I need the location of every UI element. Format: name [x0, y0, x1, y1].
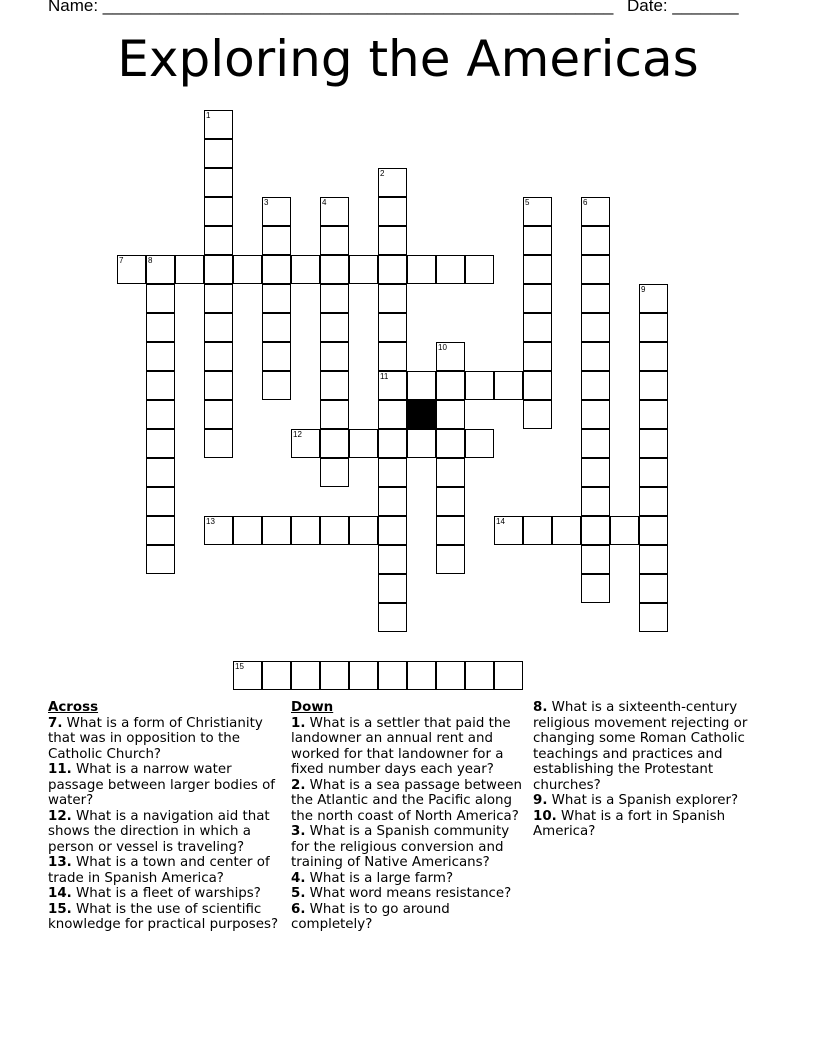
crossword-cell[interactable]: [494, 371, 523, 400]
clue-number: 2.: [291, 777, 306, 793]
crossword-cell[interactable]: [320, 429, 349, 458]
crossword-cell[interactable]: [581, 516, 610, 545]
cell-number: 15: [235, 662, 244, 671]
crossword-cell[interactable]: [523, 284, 552, 313]
crossword-cell[interactable]: [436, 371, 465, 400]
crossword-cell[interactable]: [436, 458, 465, 487]
crossword-cell[interactable]: [378, 545, 407, 574]
crossword-cell[interactable]: [581, 429, 610, 458]
crossword-cell[interactable]: [233, 516, 262, 545]
crossword-cell[interactable]: [146, 516, 175, 545]
crossword-cell[interactable]: [436, 661, 465, 690]
crossword-cell[interactable]: [349, 429, 378, 458]
crossword-cell[interactable]: [204, 226, 233, 255]
crossword-cell[interactable]: [523, 516, 552, 545]
crossword-cell[interactable]: [262, 284, 291, 313]
crossword-cell[interactable]: [581, 371, 610, 400]
crossword-cell[interactable]: [204, 168, 233, 197]
crossword-cell[interactable]: [552, 516, 581, 545]
clue-item: [291, 824, 523, 871]
crossword-cell[interactable]: [436, 429, 465, 458]
crossword-cell[interactable]: [639, 400, 668, 429]
clue-text: What is a fleet of warships?: [76, 886, 261, 901]
cell-number: 4: [322, 198, 327, 207]
name-field-label: Name: ______________________________________________________: [48, 0, 614, 15]
crossword-cell[interactable]: [436, 400, 465, 429]
crossword-cell[interactable]: [581, 284, 610, 313]
clue-item: [291, 871, 523, 887]
crossword-cell[interactable]: [204, 371, 233, 400]
crossword-cell[interactable]: [349, 255, 378, 284]
crossword-cell[interactable]: [320, 313, 349, 342]
crossword-cell[interactable]: [523, 313, 552, 342]
crossword-cell[interactable]: [262, 661, 291, 690]
crossword-cell[interactable]: [378, 255, 407, 284]
crossword-cell[interactable]: [320, 400, 349, 429]
crossword-cell[interactable]: [494, 661, 523, 690]
crossword-cell[interactable]: [378, 661, 407, 690]
crossword-cell[interactable]: [291, 516, 320, 545]
cell-number: 7: [119, 256, 124, 265]
cell-number: 11: [380, 372, 389, 381]
cell-number: 10: [438, 343, 447, 352]
crossword-cell[interactable]: [320, 458, 349, 487]
clue-item: [291, 716, 523, 778]
crossword-cell[interactable]: [639, 342, 668, 371]
clue-text: What is a Spanish explorer?: [551, 793, 739, 808]
clue-text: What is a town and center of trade in Spanish America?: [48, 855, 270, 886]
crossword-cell[interactable]: [378, 226, 407, 255]
crossword-cell[interactable]: [233, 255, 262, 284]
crossword-cell[interactable]: [204, 313, 233, 342]
cell-number: 6: [583, 198, 588, 207]
clue-text: What is the use of scientific knowledge for practical purposes?: [48, 901, 279, 932]
crossword-cell[interactable]: [204, 342, 233, 371]
clue-item: [48, 855, 284, 886]
down-heading: Down: [291, 700, 334, 715]
clue-text: What is a settler that paid the landowner an annual rent and worked for that landowner for a fixed number days each year?: [291, 715, 511, 777]
crossword-cell[interactable]: [262, 342, 291, 371]
crossword-cell[interactable]: [146, 284, 175, 313]
crossword-cell[interactable]: [465, 255, 494, 284]
crossword-cell[interactable]: [291, 255, 320, 284]
cell-number: 13: [206, 517, 215, 526]
clue-item: [48, 716, 284, 763]
crossword-cell[interactable]: [320, 516, 349, 545]
crossword-cell[interactable]: [146, 400, 175, 429]
clue-item: [533, 793, 763, 809]
crossword-cell[interactable]: [581, 342, 610, 371]
crossword-cell[interactable]: [523, 342, 552, 371]
crossword-cell[interactable]: [204, 284, 233, 313]
clue-text: What is a Spanish community for the religious conversion and training of Native Americans?: [291, 824, 510, 870]
crossword-block-cell: [407, 400, 436, 429]
crossword-cell[interactable]: [523, 400, 552, 429]
crossword-cell[interactable]: [262, 313, 291, 342]
crossword-cell[interactable]: [262, 255, 291, 284]
crossword-cell[interactable]: [581, 226, 610, 255]
clue-number: 6.: [291, 901, 306, 917]
crossword-cell[interactable]: [146, 313, 175, 342]
clue-item: [48, 902, 284, 933]
cell-number: 8: [148, 256, 153, 265]
crossword-cell[interactable]: [378, 487, 407, 516]
crossword-cell[interactable]: [407, 255, 436, 284]
crossword-cell[interactable]: [581, 574, 610, 603]
clue-number: 11.: [48, 762, 72, 777]
clue-number: 12.: [48, 808, 72, 824]
crossword-cell[interactable]: [146, 342, 175, 371]
clue-text: What is a narrow water passage between larger bodies of water?: [48, 762, 276, 808]
crossword-cell[interactable]: [291, 661, 320, 690]
clue-text: What is a large farm?: [309, 870, 454, 886]
crossword-cell[interactable]: [407, 661, 436, 690]
crossword-cell[interactable]: [320, 284, 349, 313]
crossword-cell[interactable]: [523, 371, 552, 400]
crossword-cell[interactable]: [262, 371, 291, 400]
across-heading: Across: [48, 700, 99, 715]
clue-number: 13.: [48, 855, 72, 870]
clue-number: 4.: [291, 870, 306, 886]
crossword-cell[interactable]: [436, 545, 465, 574]
crossword-cell[interactable]: [378, 342, 407, 371]
crossword-cell[interactable]: [146, 545, 175, 574]
crossword-cell[interactable]: [639, 313, 668, 342]
down-clues-continued: [533, 700, 763, 840]
crossword-cell[interactable]: [378, 197, 407, 226]
clue-number: 5.: [291, 886, 306, 901]
crossword-cell[interactable]: [610, 516, 639, 545]
crossword-cell[interactable]: [581, 400, 610, 429]
crossword-cell[interactable]: [204, 197, 233, 226]
crossword-cell[interactable]: [581, 545, 610, 574]
clue-number: 9.: [533, 793, 548, 808]
clue-text: What is a form of Christianity that was in opposition to the Catholic Church?: [48, 715, 263, 762]
clue-number: 1.: [291, 715, 306, 731]
clue-text: What is a navigation aid that shows the direction in which a person or vessel is traveling?: [48, 808, 270, 855]
crossword-cell[interactable]: [581, 458, 610, 487]
crossword-cell[interactable]: [349, 516, 378, 545]
crossword-cell[interactable]: [146, 458, 175, 487]
crossword-cell[interactable]: [639, 545, 668, 574]
crossword-cell[interactable]: [262, 516, 291, 545]
crossword-cell[interactable]: [378, 284, 407, 313]
crossword-cell[interactable]: [581, 313, 610, 342]
cell-number: 9: [641, 285, 646, 294]
cell-number: 5: [525, 198, 530, 207]
clue-text: What word means resistance?: [309, 886, 512, 901]
crossword-cell[interactable]: [407, 429, 436, 458]
crossword-cell[interactable]: [378, 458, 407, 487]
cell-number: 3: [264, 198, 269, 207]
cell-number: 2: [380, 169, 385, 178]
clue-item: [48, 762, 284, 809]
crossword-cell[interactable]: [175, 255, 204, 284]
clue-text: What is a sea passage between the Atlantic and the Pacific along the north coast of North America?: [291, 777, 522, 824]
crossword-cell[interactable]: [320, 255, 349, 284]
clue-item: [48, 886, 284, 902]
crossword-cell[interactable]: [378, 429, 407, 458]
crossword-cell[interactable]: [378, 400, 407, 429]
across-clues: [48, 700, 284, 933]
clue-text: What is a fort in Spanish America?: [533, 808, 726, 839]
crossword-cell[interactable]: [204, 139, 233, 168]
clue-text: What is a sixteenth-century religious movement rejecting or changing some Roman Catholic teachings and practices and establishing the Protestant churches?: [533, 700, 748, 793]
clue-number: 8.: [533, 700, 548, 715]
date-field-label: Date: _______: [627, 0, 739, 15]
cell-number: 12: [293, 430, 302, 439]
clue-item: [291, 886, 523, 902]
crossword-cell[interactable]: [320, 371, 349, 400]
clue-number: 15.: [48, 901, 72, 917]
crossword-cell[interactable]: [639, 487, 668, 516]
crossword-cell[interactable]: [639, 429, 668, 458]
crossword-cell[interactable]: [378, 603, 407, 632]
clue-item: [291, 902, 523, 933]
clue-number: 14.: [48, 886, 72, 901]
crossword-cell[interactable]: [204, 400, 233, 429]
crossword-cell[interactable]: [436, 487, 465, 516]
clue-item: [291, 778, 523, 825]
crossword-cell[interactable]: [320, 342, 349, 371]
crossword-cell[interactable]: [407, 371, 436, 400]
crossword-cell[interactable]: [146, 487, 175, 516]
crossword-cell[interactable]: [204, 429, 233, 458]
clue-item: [48, 809, 284, 856]
crossword-cell[interactable]: [581, 487, 610, 516]
crossword-cell[interactable]: [639, 574, 668, 603]
crossword-cell[interactable]: [436, 516, 465, 545]
puzzle-title: Exploring the Americas: [117, 30, 699, 88]
crossword-cell[interactable]: [146, 429, 175, 458]
crossword-cell[interactable]: [465, 429, 494, 458]
crossword-cell[interactable]: [581, 255, 610, 284]
clue-item: [533, 809, 763, 840]
crossword-cell[interactable]: [436, 255, 465, 284]
crossword-cell[interactable]: [639, 603, 668, 632]
crossword-cell[interactable]: [146, 371, 175, 400]
cell-number: 14: [496, 517, 505, 526]
crossword-cell[interactable]: [378, 516, 407, 545]
clue-number: 3.: [291, 824, 306, 839]
crossword-cell[interactable]: [320, 661, 349, 690]
cell-number: 1: [206, 111, 211, 120]
crossword-cell[interactable]: [639, 516, 668, 545]
clue-text: What is to go around completely?: [291, 901, 450, 932]
crossword-cell[interactable]: [465, 661, 494, 690]
crossword-cell[interactable]: [639, 458, 668, 487]
clue-number: 7.: [48, 715, 63, 731]
crossword-cell[interactable]: [639, 371, 668, 400]
crossword-cell[interactable]: [378, 313, 407, 342]
down-clues: [291, 700, 523, 933]
crossword-cell[interactable]: [523, 255, 552, 284]
crossword-cell[interactable]: [320, 226, 349, 255]
clue-number: 10.: [533, 808, 557, 824]
crossword-cell[interactable]: [465, 371, 494, 400]
crossword-cell[interactable]: [204, 255, 233, 284]
crossword-cell[interactable]: [262, 226, 291, 255]
clue-item: [533, 700, 763, 793]
crossword-cell[interactable]: [523, 226, 552, 255]
crossword-cell[interactable]: [378, 574, 407, 603]
crossword-cell[interactable]: [349, 661, 378, 690]
